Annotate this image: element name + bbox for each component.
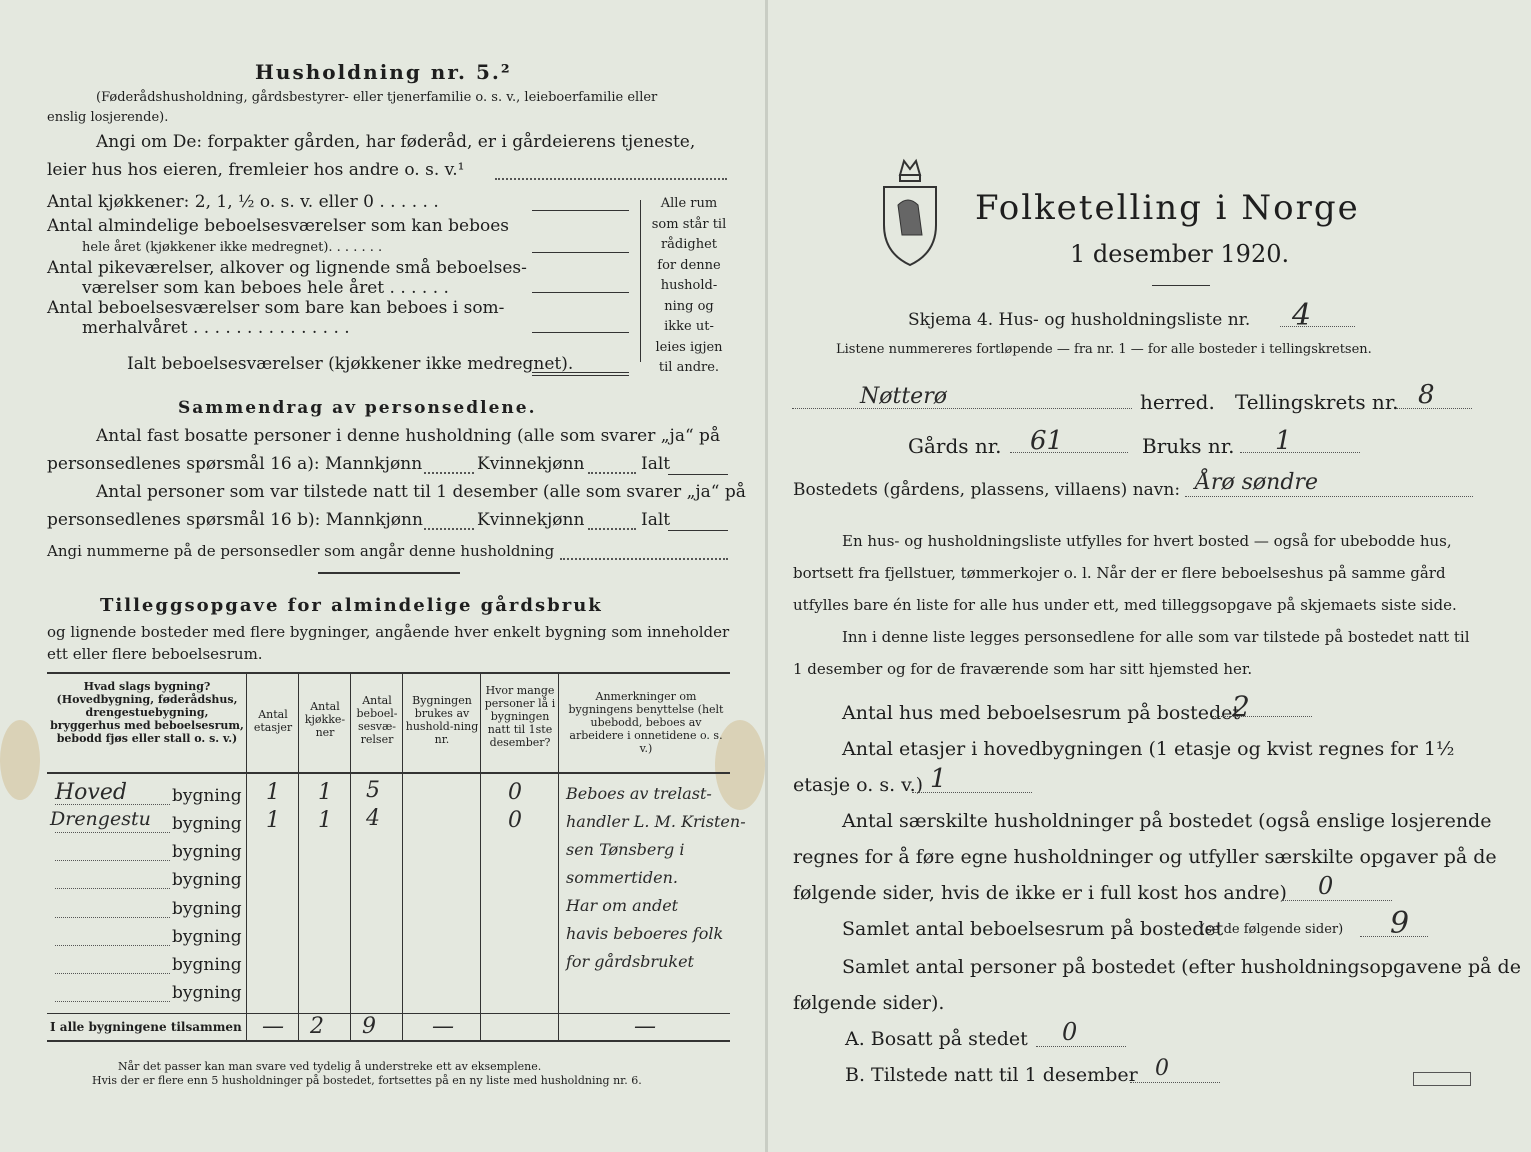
- skjema-label: Skjema 4. Hus- og husholdningsliste nr.: [908, 310, 1251, 330]
- antal-hus-label: Antal hus med beboelsesrum på bostedet: [842, 702, 1241, 724]
- somm-line-1: Antal beboelsesværelser som bare kan beboes i som-: [47, 298, 505, 318]
- herred-value: Nøtterø: [860, 384, 947, 409]
- row-etasjer: 1: [266, 808, 280, 833]
- total-vaerelser: 9: [362, 1014, 376, 1039]
- household-subtitle-1: (Føderådshusholdning, gårdsbestyrer- eller tjenerfamilie o. s. v., leieboerfamilie eller: [96, 90, 658, 105]
- paper-stain: [0, 720, 40, 800]
- info-line-5: 1 desember og for de fraværende som har sitt hjemsted her.: [793, 660, 1253, 678]
- header-vaerelser: Antal beboel-sesvæ-relser: [356, 694, 398, 746]
- total-kjokkener: 2: [310, 1014, 324, 1039]
- antal-hus-value: 2: [1232, 690, 1250, 723]
- bosatt-label: A. Bosatt på stedet: [845, 1028, 1028, 1050]
- pike-line-1: Antal pikeværelser, alkover og lignende små beboelses-: [47, 258, 527, 278]
- samlet-pers-line-1: Samlet antal personer på bostedet (efter husholdningsopgavene på de: [842, 956, 1521, 978]
- row-vaerelser: 4: [366, 806, 380, 831]
- saerskilte-value: 0: [1318, 872, 1334, 900]
- row-personer: 0: [508, 808, 522, 833]
- row-kjokkener: 1: [318, 808, 332, 833]
- angi-nummer-label: Angi nummerne på de personsedler som angår denne husholdning: [47, 542, 555, 560]
- tilst-line-2: personsedlenes spørsmål 16 b): Mannkjønn: [47, 510, 423, 530]
- fast-kvinne-label: Kvinnekjønn: [477, 454, 585, 474]
- samlet-rum-value: 9: [1390, 906, 1410, 941]
- tilst-kvinne-label: Kvinnekjønn: [477, 510, 585, 530]
- saerskilte-line-3: følgende sider, hvis de ikke er i full kost hos andre): [793, 882, 1287, 904]
- info-line-4: Inn i denne liste legges personsedlene for alle som var tilstede på bostedet natt til: [842, 628, 1470, 646]
- total-label: I alle bygningene tilsammen: [50, 1020, 242, 1034]
- pike-line-2: værelser som kan beboes hele året . . . . . .: [82, 278, 449, 298]
- census-date: 1 desember 1920.: [1070, 240, 1290, 268]
- samlet-rum-note: (se de følgende sider): [1200, 922, 1344, 937]
- gards-value: 61: [1030, 426, 1064, 456]
- alm-line-1: Antal almindelige beboelsesværelser som kan beboes: [47, 216, 509, 236]
- samlet-rum-label: Samlet antal beboelsesrum på bostedet: [842, 918, 1224, 940]
- tilstede-value: 0: [1155, 1056, 1169, 1081]
- row-suffix: bygning: [172, 983, 242, 1003]
- printer-stamp: [1413, 1072, 1471, 1086]
- herred-label: herred.: [1140, 390, 1215, 414]
- skjema-number: 4: [1292, 298, 1312, 333]
- total-remarks: —: [634, 1014, 656, 1039]
- kjokkener-label: Antal kjøkkener: 2, 1, ½ o. s. v. eller 0 . . . . . .: [47, 192, 439, 212]
- footnote-1: Når det passer kan man svare ved tydelig å understreke ett av eksemplene.: [118, 1060, 542, 1073]
- total-etasjer: —: [262, 1014, 284, 1039]
- fast-ialt-label: Ialt: [641, 454, 671, 474]
- row-suffix: bygning: [172, 955, 242, 975]
- sammendrag-title: Sammendrag av personsedlene.: [178, 398, 537, 418]
- header-anmerkninger: Anmerkninger om bygningens benyttelse (helt ubebodd, beboes av arbeidere i onnetidene o. s. v.): [568, 690, 724, 755]
- row-suffix: bygning: [172, 842, 242, 862]
- etasjer-line-1: Antal etasjer i hovedbygningen (1 etasje og kvist regnes for 1½: [842, 738, 1455, 760]
- page-fold: [765, 0, 768, 1152]
- gards-label: Gårds nr.: [908, 434, 1002, 458]
- tilst-ialt-label: Ialt: [641, 510, 671, 530]
- info-line-1: En hus- og husholdningsliste utfylles for hvert bosted — også for ubebodde hus,: [842, 532, 1452, 550]
- saerskilte-line-1: Antal særskilte husholdninger på bostedet (også enslige losjerende: [842, 810, 1492, 832]
- bosted-label: Bostedets (gårdens, plassens, villaens) navn:: [793, 480, 1181, 500]
- tellingskrets-value: 8: [1418, 380, 1435, 410]
- tillegg-line-2: ett eller flere beboelsesrum.: [47, 645, 263, 663]
- household-subtitle-2: enslig losjerende).: [47, 110, 169, 125]
- fast-line-1: Antal fast bosatte personer i denne husholdning (alle som svarer „ja“ på: [96, 426, 721, 446]
- main-title: Folketelling i Norge: [975, 188, 1360, 228]
- total-husholdning: —: [432, 1014, 454, 1039]
- coat-of-arms-icon: [878, 155, 942, 267]
- row-remarks: Beboes av trelast- handler L. M. Kristen- sen Tønsberg i sommertiden. Har om andet havis beboeres folk for gårdsbruket: [566, 784, 746, 971]
- row-kjokkener: 1: [318, 780, 332, 805]
- somm-line-2: merhalvåret . . . . . . . . . . . . . . .: [82, 318, 350, 338]
- samlet-pers-line-2: følgende sider).: [793, 992, 945, 1014]
- alm-line-2: hele året (kjøkkener ikke medregnet). . . . . . .: [82, 240, 383, 255]
- row-personer: 0: [508, 780, 522, 805]
- row-vaerelser: 5: [366, 778, 380, 803]
- bosted-value: Årø søndre: [1195, 470, 1318, 495]
- household-title: Husholdning nr. 5.²: [255, 60, 512, 84]
- etasjer-line-2: etasje o. s. v.): [793, 774, 924, 796]
- header-building-type: Hvad slags bygning? (Hovedbygning, føderådshus, drengestuebygning, bryggerhus med beboelsesrum, bebodd fjøs eller stall o. s. v.): [50, 680, 244, 745]
- footnote-2: Hvis der er flere enn 5 husholdninger på bostedet, fortsettes på en ny liste med husholdning nr. 6.: [92, 1074, 642, 1087]
- tilst-line-1: Antal personer som var tilstede natt til 1 desember (alle som svarer „ja“ på: [96, 482, 746, 502]
- etasjer-value: 1: [930, 764, 947, 794]
- side-note: Alle rum som står til rådighet for denne hushold- ning og ikke ut- leies igjen til andre.: [651, 196, 727, 375]
- angi-line-2: leier hus hos eieren, fremleier hos andre o. s. v.¹: [47, 160, 465, 180]
- tellingskrets-label: Tellingskrets nr.: [1235, 390, 1399, 414]
- row-suffix: bygning: [172, 814, 242, 834]
- tillegg-line-1: og lignende bosteder med flere bygninger, angående hver enkelt bygning som inneholder: [47, 623, 730, 641]
- info-line-3: utfylles bare én liste for alle hus under ett, med tilleggsopgave på skjemaets siste side.: [793, 596, 1457, 614]
- row-type: Drengestu: [50, 808, 151, 830]
- angi-line-1: Angi om De: forpakter gården, har føderåd, er i gårdeierens tjeneste,: [96, 132, 696, 152]
- saerskilte-line-2: regnes for å føre egne husholdninger og utfyller særskilte opgaver på de: [793, 846, 1497, 868]
- fast-line-2: personsedlenes spørsmål 16 a): Mannkjønn: [47, 454, 423, 474]
- bruks-value: 1: [1275, 426, 1292, 456]
- row-type: Hoved: [55, 780, 127, 805]
- bruks-label: Bruks nr.: [1142, 434, 1235, 458]
- row-suffix: bygning: [172, 870, 242, 890]
- tilstede-label: B. Tilstede natt til 1 desember: [845, 1064, 1138, 1086]
- listene-note: Listene nummereres fortløpende — fra nr. 1 — for alle bosteder i tellingskretsen.: [836, 342, 1372, 357]
- row-suffix: bygning: [172, 927, 242, 947]
- row-suffix: bygning: [172, 899, 242, 919]
- row-suffix: bygning: [172, 786, 242, 806]
- ialt-label: Ialt beboelsesværelser (kjøkkener ikke medregnet).: [127, 354, 574, 374]
- header-personer: Hvor mange personer lå i bygningen natt til 1ste desember?: [484, 684, 556, 749]
- header-kjokkener: Antal kjøkke-ner: [304, 700, 346, 739]
- row-etasjer: 1: [266, 780, 280, 805]
- header-etasjer: Antal etasjer: [253, 708, 293, 734]
- tillegg-title: Tilleggsopgave for almindelige gårdsbruk: [100, 595, 603, 616]
- info-line-2: bortsett fra fjellstuer, tømmerkojer o. l. Når der er flere beboelseshus på samme gård: [793, 564, 1446, 582]
- bosatt-value: 0: [1062, 1018, 1078, 1046]
- header-husholdning: Bygningen brukes av hushold-ning nr.: [405, 694, 479, 746]
